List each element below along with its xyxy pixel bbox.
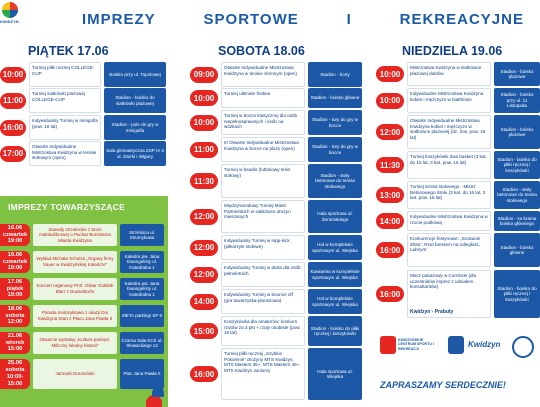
- sponsor-caption: Kwidzyn: [468, 340, 501, 349]
- time-badge: 16:00: [376, 286, 404, 302]
- time-badge: 12:00: [190, 209, 218, 225]
- day-header-sunday: NIEDZIELA 19.06: [402, 44, 503, 58]
- event-text: Turniej w bocce klasycznej dla osób niepełnosprawnych i osób na wózkach: [221, 110, 305, 135]
- venue-text: Stadion - za brama boiska głównego: [494, 211, 540, 231]
- time-badge: 14:00: [190, 294, 218, 310]
- day-header-friday: PIĄTEK 17.06: [28, 44, 109, 58]
- accompanying-item: [0, 251, 164, 273]
- venue-text: Hol w kompleksie sportowym ul. Wiejska: [308, 235, 362, 260]
- event-text: Indywidualny Turniej w nipp-kick (piłkarzyki stołowe): [221, 235, 305, 260]
- venue-text: Stadion - boisko plażowe: [494, 115, 540, 149]
- event-text: Turniej ultimate frisbee: [221, 88, 305, 108]
- schedule-row: [376, 115, 540, 149]
- venue-text: Hala sportowa ul. Wiejska: [308, 348, 362, 400]
- event-text: Mecz pokazowy w Cornhole (dla uczestników imprez z udziałem konsultantów): [410, 273, 477, 289]
- event-date: 18.06 sobota 12:00: [0, 305, 30, 327]
- time-badge: 16:00: [376, 242, 404, 258]
- event-text: [221, 348, 305, 400]
- logo-caption: KWIDZYN: [0, 19, 19, 24]
- schedule-row: [190, 164, 362, 198]
- accompanying-heading: IMPREZY TOWARZYSZĄCE: [8, 202, 126, 212]
- schedule-row: [0, 115, 168, 140]
- schedule-row: [376, 88, 540, 113]
- schedule-row: [190, 235, 362, 260]
- schedule-row: [376, 151, 540, 179]
- footer-slogan: ZAPRASZAMY SERDECZNIE!: [380, 380, 506, 390]
- venue-text: Hol w kompleksie sportowym ul. Wiejska: [308, 289, 362, 314]
- venue-text: Plac Jana Pawła II: [120, 359, 164, 389]
- event-text: Mistrzostwa Kwidzyna w siatkówce plażowej dublów: [407, 62, 491, 86]
- time-badge: 11:00: [190, 142, 218, 158]
- event-text: Turniej piłki nożnej COLLEGE-CUP: [29, 62, 101, 87]
- venue-text: Czarna Sala KCK ul. Słowackiego 13: [120, 332, 164, 354]
- title-word: SPORTOWE: [203, 10, 299, 28]
- venue-text: Stadion - stoły betonowe do tenisa stołowego: [308, 164, 362, 198]
- venue-text: Stadion - korty: [308, 62, 362, 87]
- page-title: [0, 0, 540, 38]
- time-badge: 12:00: [190, 240, 218, 256]
- event-date: 16.06 czwartek 19:00: [0, 251, 30, 273]
- venue-text: Stadion - boisko plażowe: [494, 62, 540, 86]
- event-text: Koszykówka dla amatorów: konkurs rzutów za 3 pkt + rzuty osobiste (pow. 16 lat): [221, 316, 305, 346]
- time-badge: 16:00: [190, 366, 218, 382]
- event-text: Otwarte Indywidualne Mistrzostwa Kwidzyna w tenisie stołowym (open): [29, 141, 101, 166]
- time-badge: 11:30: [376, 157, 404, 173]
- schedule-row: [190, 348, 362, 400]
- schedule-row: [190, 262, 362, 287]
- event-text: Jarmark Dorotoński: [33, 359, 117, 389]
- event-text: Wykład Michała Schulza „Organy firmy Sauer w Kwidzyńskiej Katedrze”: [33, 251, 117, 273]
- schedule-row: [190, 137, 362, 162]
- venue-text: Katedra pw. Jana Ewangelisty ul. Katedralna 1: [120, 278, 164, 300]
- sponsor-caption: KWIDZYŃSKIE CENTRUM SPORTU I REKREACJI: [398, 338, 434, 351]
- accompanying-item: [0, 224, 164, 246]
- venue-text: Stadion - boisko do piłki ręcznej i koszykówki: [494, 151, 540, 179]
- venue-text: Hala sportowa ul. Żeromskiego: [308, 200, 362, 233]
- venue-text: Kawiarnia w kompleksie sportowym ul. Wiejska: [308, 262, 362, 287]
- time-badge: 10:00: [0, 67, 26, 83]
- venue-text: Stadion - boisko przy ul. 11 Listopada: [494, 88, 540, 113]
- venue-text: Strzelnica ul. Strumykowa: [120, 224, 164, 246]
- event-date: 21.06 wtorek 15:00: [0, 332, 30, 354]
- city-crest-icon: [448, 336, 464, 354]
- schedule-row: [0, 62, 168, 87]
- venue-text: Stadion - stoły betonowe do tenisa stołowego: [494, 181, 540, 209]
- time-badge: 10:00: [376, 93, 404, 109]
- time-badge: 10:00: [190, 115, 218, 131]
- event-text: Parada motocyklowa z okazji Dni Kwidzyna Start z Placu Jana Pawła II: [33, 305, 117, 327]
- schedule-row: [376, 233, 540, 267]
- event-text: Zawody strzeleckie z broni małokalibrowej o Puchar Burmistrza Miasta Kwidzyna: [33, 224, 117, 246]
- event-text: Indywidualne Mistrzostwa Kwidzyna w rzucie podkową: [407, 211, 491, 231]
- event-date: 25.06 sobota 10:00-15:00: [0, 359, 30, 389]
- venue-text: Stadion - tory do gry w bocce: [308, 137, 362, 162]
- venue-text: Stadion - boisko główne: [494, 233, 540, 267]
- time-badge: 10:00: [376, 66, 404, 82]
- event-text: Turniej siatkówki plażowej COLLEGE-CUP: [29, 88, 101, 113]
- time-badge: 09:00: [190, 67, 218, 83]
- title-word: IMPREZY: [82, 10, 156, 28]
- accompanying-item: [0, 305, 164, 327]
- schedule-row: [190, 62, 362, 87]
- venue-text: Stadion - boisko główne: [308, 88, 362, 108]
- venue-text: Stadion - boisko do piłki ręcznej i koszykówki: [308, 316, 362, 346]
- time-badge: 12:00: [376, 124, 404, 140]
- time-badge: 14:00: [376, 213, 404, 229]
- venue-text: Stadion - boisko do piłki ręcznej i koszykówki: [494, 270, 540, 318]
- event-text: Turniej koszykówki dwa basket (3 kat. do 16 lat, 3 kat. pow. 16 lat): [407, 151, 491, 179]
- event-text: Otwarcie wystawy „Kultura pamięci. Miliczny lokalny historii”: [33, 332, 117, 354]
- schedule-row: [376, 62, 540, 86]
- schedule-row: [376, 181, 540, 209]
- event-text: Indywidualny Turniej w darta dla osób pełnoletnich: [221, 262, 305, 287]
- event-text: Turniej w headis (futbolowy tenis stołowy): [221, 164, 305, 198]
- event-date: 17.06 piątek 19:00: [0, 278, 30, 300]
- schedule-row: [0, 88, 168, 113]
- time-badge: 17:00: [0, 146, 26, 162]
- venue-text: Sala gimnastyczna ZSP nr 2 ul. Żwirki i Wigury: [104, 141, 166, 166]
- schedule-row: [190, 289, 362, 314]
- event-text: Konkurencje festynowe: „Szukanie Złota”, Rzut beretem na odległość, Labirynt: [407, 233, 491, 267]
- time-badge: 13:00: [376, 187, 404, 203]
- city-caption: Kwidzyn - Prabuty: [410, 309, 454, 315]
- schedule-row: [190, 110, 362, 135]
- venue-text: Stadion - tory do gry w bocce: [308, 110, 362, 135]
- event-text: Indywidualny Turniej w bounce off (gra towarzyska-planszowa): [221, 289, 305, 314]
- accompanying-item: [0, 278, 164, 300]
- event-text: III Otwarte Indywidualne Mistrzostwa Kwidzyna w bocce na plaży (open): [221, 137, 305, 162]
- venue-text: META parking! SP 6: [120, 305, 164, 327]
- venue-text: Boisko przy ul. Topolowej: [104, 62, 166, 87]
- event-text: Indywidualne Mistrzostwa Kwidzyna kobiet i mężczyzn w biathlonie: [407, 88, 491, 113]
- title-word: REKREACYJNE: [399, 10, 524, 28]
- time-badge: 11:00: [0, 93, 26, 109]
- event-date: 16.06 czwartek 19:00: [0, 224, 30, 246]
- event-text: Indywidualny Turniej w minigolfa (pow. 16 lat): [29, 115, 101, 140]
- schedule-row: [190, 200, 362, 233]
- title-word: I: [346, 10, 352, 28]
- event-text: Otwarte Indywidualne Mistrzostwa Kwidzyna kobiet i mężczyzn w siatkówce plażowej (dz. 2os, pow. 16 lat): [407, 115, 491, 149]
- accompanying-item: [0, 359, 164, 389]
- schedule-row: [0, 141, 168, 166]
- event-text: Turniej tenisa stołowego - Mistrz Betonowego Stołu (3 kat. do 16 lat, 3 kat. pow. 16 lat): [407, 181, 491, 209]
- day-header-saturday: SOBOTA 18.06: [218, 44, 305, 58]
- time-badge: 16:00: [0, 120, 26, 136]
- schedule-row: [376, 270, 540, 318]
- schedule-row: [190, 88, 362, 108]
- event-text: Otwarte Indywidualne Mistrzostwa Kwidzyna w tenisie ziemnym (open): [221, 62, 305, 87]
- time-badge: 10:00: [190, 90, 218, 106]
- event-text: Koncert organowy Prof. Oskar Gottlieb Blarr z Dusseldorfu: [33, 278, 117, 300]
- accompanying-item: [0, 332, 164, 354]
- event-text: Turniej piłki ręcznej „Szybkie Pokolenie” drużyny MTS Kwidzyn, MTS Masters 35+, MTS Masters 45+, MTS Kwidzyn Juniorzy: [224, 351, 301, 373]
- club-logo-icon: [512, 336, 534, 358]
- venue-text: Stadion - boisko do siatkówki plażowej: [104, 88, 166, 113]
- venue-text: Katedra pw. Jana Ewangelisty ul. Katedralna 1: [120, 251, 164, 273]
- sponsor-logo-icon: [380, 336, 396, 354]
- event-text: Międzynarodowy Turniej Miast Partnerskich w siatkówce drużyn mieszanych: [221, 200, 305, 233]
- time-badge: 15:00: [190, 323, 218, 339]
- time-badge: 11:30: [190, 173, 218, 189]
- event-box: [407, 270, 491, 318]
- time-badge: 12:00: [190, 267, 218, 283]
- schedule-row: [376, 211, 540, 231]
- schedule-row: [190, 316, 362, 346]
- venue-text: Stadion - pole do gry w minigolfa: [104, 115, 166, 140]
